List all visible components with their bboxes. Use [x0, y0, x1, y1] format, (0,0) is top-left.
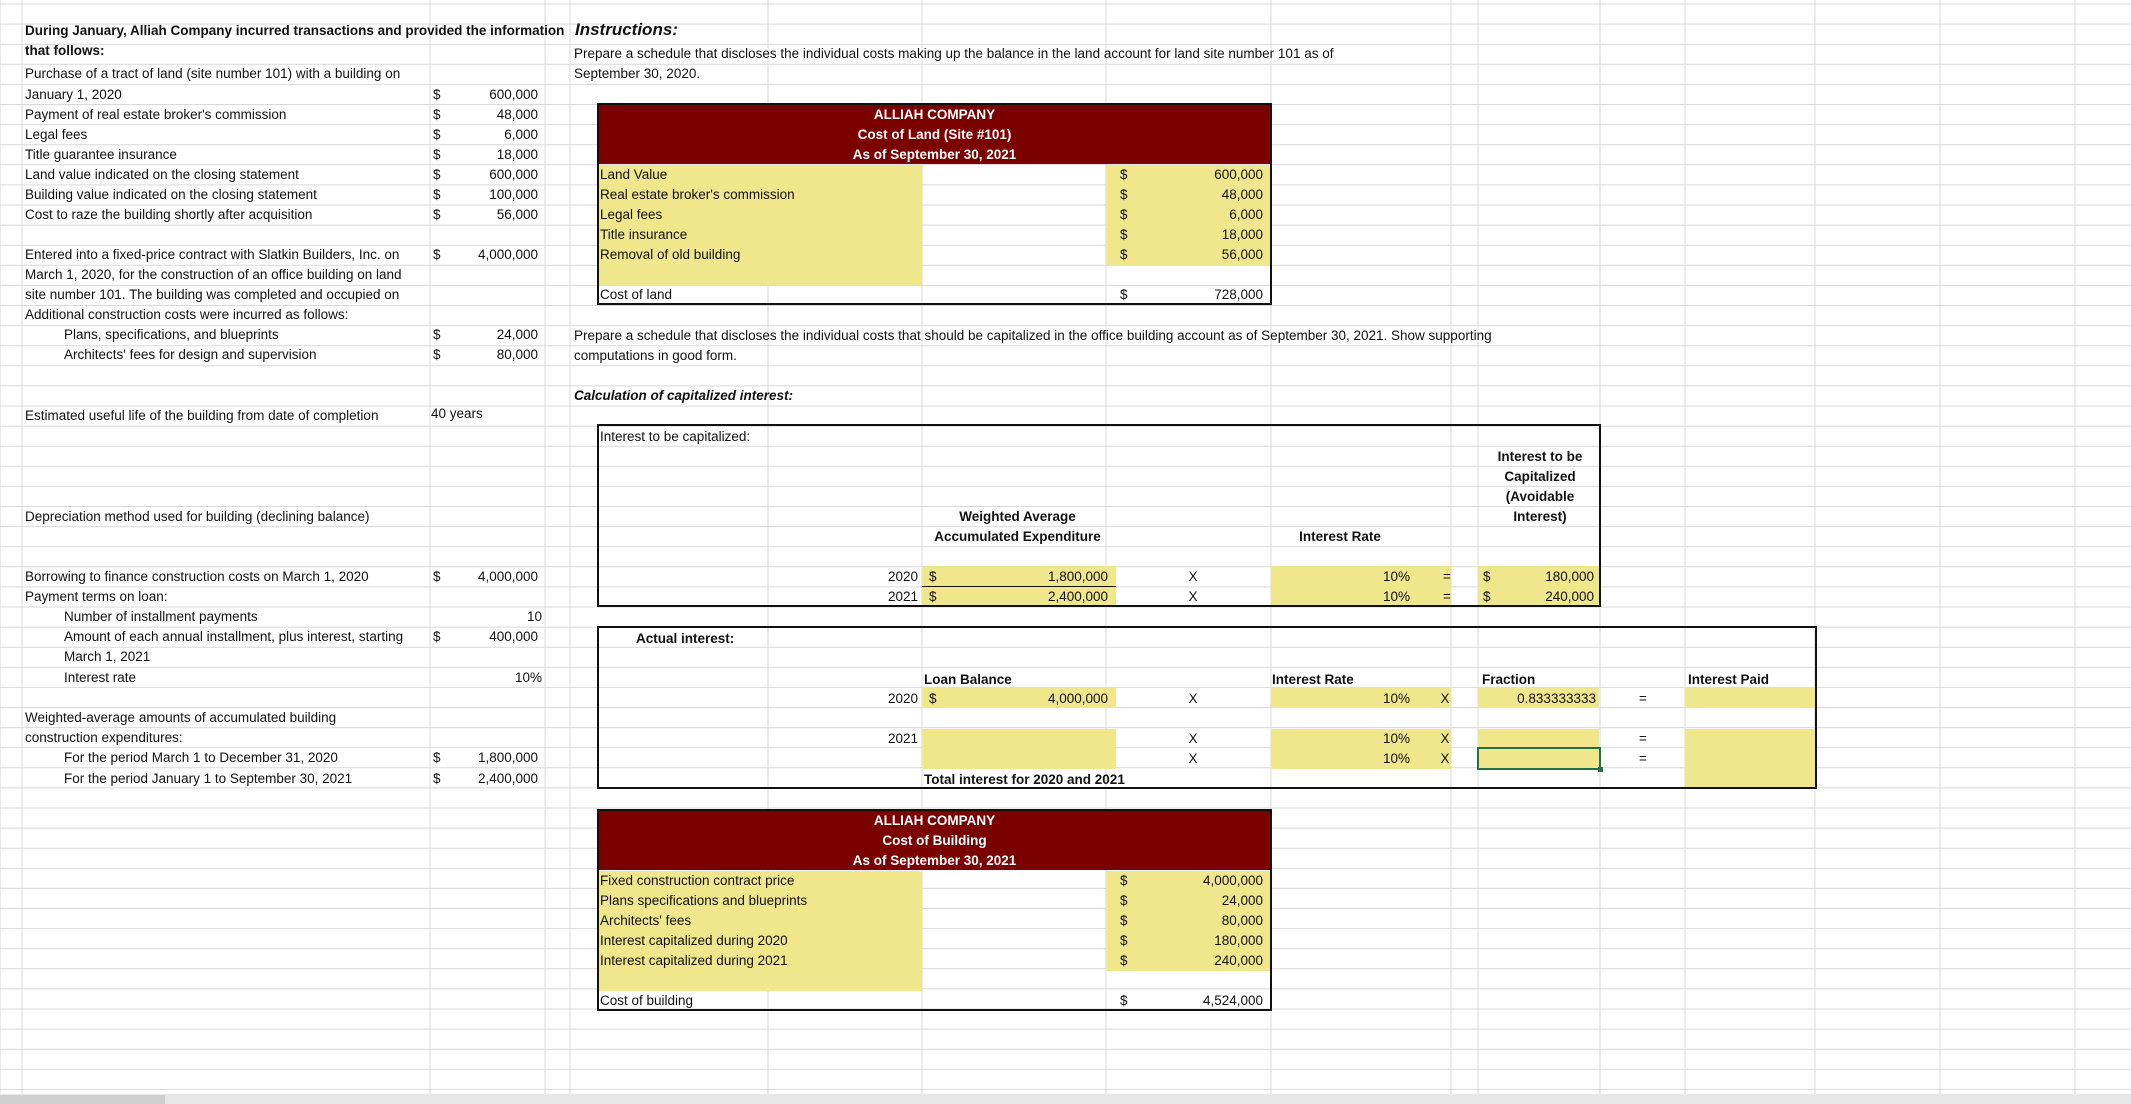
instructions-line-4: computations in good form.	[574, 348, 737, 363]
col-weighted-average: Weighted Average	[959, 509, 1076, 524]
contract-value: 4,000,000	[477, 247, 538, 262]
purchase-label-2: January 1, 2020	[25, 87, 122, 102]
sheet-tab-strip[interactable]	[0, 1095, 165, 1104]
dollar-sign: $	[433, 629, 441, 644]
cap-year: 2020	[887, 569, 918, 584]
building-row-amount[interactable]: 4,000,000	[1202, 873, 1263, 888]
building-row-amount[interactable]: 24,000	[1221, 893, 1263, 908]
actual-rate-value[interactable]: 10%	[1382, 691, 1410, 706]
amount-installment-label-2: March 1, 2021	[64, 649, 151, 664]
actual-rate-value[interactable]: 10%	[1382, 731, 1410, 746]
land-schedule-date: As of September 30, 2021	[852, 147, 1017, 162]
dollar-sign: $	[1120, 187, 1128, 202]
actual-year: 2020	[887, 691, 918, 706]
weighted-average-label-1: Weighted-average amounts of accumulated building	[25, 710, 337, 725]
title-insurance-value: 18,000	[496, 147, 538, 162]
dollar-sign: $	[1120, 873, 1128, 888]
actual-interest-label: Actual interest:	[636, 631, 735, 646]
fraction-value[interactable]: 0.833333333	[1517, 691, 1596, 706]
dollar-sign: $	[433, 771, 441, 786]
amount-installment-label-1: Amount of each annual installment, plus interest, starting	[64, 629, 404, 644]
building-row-amount[interactable]: 240,000	[1214, 953, 1263, 968]
architects-label: Architects' fees for design and supervision	[64, 347, 317, 362]
land-total-label[interactable]: Cost of land	[600, 287, 673, 302]
land-row-label[interactable]: Land Value	[600, 167, 668, 182]
dollar-sign: $	[929, 691, 937, 706]
cap-interest-label: Interest to be capitalized:	[600, 429, 751, 444]
dollar-sign: $	[433, 207, 441, 222]
period-2020-label: For the period March 1 to December 31, 2020	[64, 750, 338, 765]
calc-interest-heading: Calculation of capitalized interest:	[574, 388, 794, 403]
col-loan-balance: Loan Balance	[924, 672, 1012, 687]
intro-line-2: that follows:	[25, 43, 105, 58]
dollar-sign: $	[1120, 913, 1128, 928]
cap-rate-value[interactable]: 10%	[1382, 569, 1410, 584]
purchase-value: 600,000	[489, 87, 538, 102]
multiply-sign: X	[1188, 589, 1198, 604]
dollar-sign: $	[929, 589, 937, 604]
dollar-sign: $	[1120, 893, 1128, 908]
dollar-sign: $	[1120, 993, 1128, 1008]
building-value-label: Building value indicated on the closing statement	[25, 187, 317, 202]
cap-year: 2021	[887, 589, 918, 604]
building-total-amount[interactable]: 4,524,000	[1202, 993, 1263, 1008]
cap-wa-value[interactable]: 1,800,000	[1047, 569, 1108, 584]
legal-label: Legal fees	[25, 127, 88, 142]
broker-value: 48,000	[496, 107, 538, 122]
building-row-label[interactable]: Interest capitalized during 2021	[600, 953, 788, 968]
actual-year: 2021	[887, 731, 918, 746]
plans-value: 24,000	[496, 327, 538, 342]
col-avoidable-2: Capitalized	[1504, 469, 1576, 484]
period-2021-value: 2,400,000	[477, 771, 538, 786]
col-actual-interest-rate: Interest Rate	[1272, 672, 1354, 687]
architects-value: 80,000	[496, 347, 538, 362]
cap-wa-value[interactable]: 2,400,000	[1047, 589, 1108, 604]
dollar-sign: $	[1483, 569, 1491, 584]
building-row-amount[interactable]: 80,000	[1221, 913, 1263, 928]
building-row-label[interactable]: Architects' fees	[600, 913, 692, 928]
horizontal-scrollbar[interactable]	[0, 1094, 2131, 1104]
actual-interest-border	[597, 626, 1817, 789]
multiply-sign: X	[1440, 731, 1450, 746]
land-company-name: ALLIAH COMPANY	[873, 107, 996, 122]
actual-rate-value[interactable]: 10%	[1382, 751, 1410, 766]
building-row-label[interactable]: Fixed construction contract price	[600, 873, 795, 888]
land-row-amount[interactable]: 6,000	[1229, 207, 1263, 222]
dollar-sign: $	[433, 187, 441, 202]
interest-rate-label: Interest rate	[64, 670, 137, 685]
dollar-sign: $	[1120, 167, 1128, 182]
period-2021-label: For the period January 1 to September 30, 2021	[64, 771, 353, 786]
col-interest-paid: Interest Paid	[1688, 672, 1770, 687]
depreciation-method-label: Depreciation method used for building (declining balance)	[25, 509, 370, 524]
col-avoidable-3: (Avoidable	[1505, 489, 1575, 504]
land-value-value: 600,000	[489, 167, 538, 182]
land-row-label[interactable]: Title insurance	[600, 227, 688, 242]
building-row-amount[interactable]: 180,000	[1214, 933, 1263, 948]
col-fraction: Fraction	[1482, 672, 1536, 687]
cap-result-value[interactable]: 180,000	[1545, 569, 1594, 584]
num-installments-label: Number of installment payments	[64, 609, 258, 624]
useful-life-label: Estimated useful life of the building from date of completion	[25, 408, 379, 423]
building-total-label[interactable]: Cost of building	[600, 993, 694, 1008]
instructions-heading: Instructions:	[575, 20, 678, 39]
total-interest-label: Total interest for 2020 and 2021	[924, 772, 1125, 787]
period-2020-value: 1,800,000	[477, 750, 538, 765]
instructions-line-1: Prepare a schedule that discloses the individual costs making up the balance in the land account for land site number 101 as of	[574, 46, 1334, 61]
dollar-sign: $	[433, 147, 441, 162]
cap-interest-border	[597, 424, 1601, 607]
broker-label: Payment of real estate broker's commission	[25, 107, 287, 122]
dollar-sign: $	[1120, 933, 1128, 948]
contract-label-3: site number 101. The building was completed and occupied on	[25, 287, 400, 302]
multiply-sign: X	[1188, 731, 1198, 746]
equals-sign: =	[1639, 731, 1647, 746]
payment-terms-label: Payment terms on loan:	[25, 589, 168, 604]
dollar-sign: $	[433, 327, 441, 342]
land-row-amount[interactable]: 600,000	[1214, 167, 1263, 182]
dollar-sign: $	[433, 347, 441, 362]
col-interest-rate: Interest Rate	[1299, 529, 1381, 544]
plans-label: Plans, specifications, and blueprints	[64, 327, 279, 342]
multiply-sign: X	[1188, 569, 1198, 584]
dollar-sign: $	[433, 107, 441, 122]
contract-label-1: Entered into a fixed-price contract with Slatkin Builders, Inc. on	[25, 247, 400, 262]
col-avoidable-4: Interest)	[1513, 509, 1567, 524]
num-installments-value: 10	[526, 609, 542, 624]
land-row-amount[interactable]: 56,000	[1221, 247, 1263, 262]
dollar-sign: $	[433, 127, 441, 142]
useful-life-value: 40 years	[431, 406, 483, 421]
equals-sign: =	[1639, 691, 1647, 706]
land-row-amount[interactable]: 18,000	[1221, 227, 1263, 242]
legal-value: 6,000	[504, 127, 538, 142]
contract-label-2: March 1, 2020, for the construction of an office building on land	[25, 267, 402, 282]
multiply-sign: X	[1440, 751, 1450, 766]
land-value-label: Land value indicated on the closing statement	[25, 167, 299, 182]
land-row-label[interactable]: Legal fees	[600, 207, 663, 222]
dollar-sign: $	[1120, 287, 1128, 302]
dollar-sign: $	[433, 247, 441, 262]
loan-balance-value[interactable]: 4,000,000	[1047, 691, 1108, 706]
land-total-amount[interactable]: 728,000	[1214, 287, 1263, 302]
building-row-label[interactable]: Plans specifications and blueprints	[600, 893, 808, 908]
equals-sign: =	[1443, 569, 1451, 584]
equals-sign: =	[1639, 751, 1647, 766]
building-value-value: 100,000	[489, 187, 538, 202]
building-schedule-title: Cost of Building	[882, 833, 987, 848]
amount-installment-value: 400,000	[489, 629, 538, 644]
cap-rate-value[interactable]: 10%	[1382, 589, 1410, 604]
land-schedule-title: Cost of Land (Site #101)	[857, 127, 1012, 142]
building-company-name: ALLIAH COMPANY	[873, 813, 996, 828]
contract-label-4: Additional construction costs were incurred as follows:	[25, 307, 349, 322]
land-schedule-border	[597, 103, 1272, 305]
purchase-label-1: Purchase of a tract of land (site number 101) with a building on	[25, 66, 401, 81]
borrowing-value: 4,000,000	[477, 569, 538, 584]
building-row-label[interactable]: Interest capitalized during 2020	[600, 933, 788, 948]
building-schedule-date: As of September 30, 2021	[852, 853, 1017, 868]
raze-label: Cost to raze the building shortly after acquisition	[25, 207, 313, 222]
dollar-sign: $	[1120, 953, 1128, 968]
land-row-amount[interactable]: 48,000	[1221, 187, 1263, 202]
dollar-sign: $	[433, 167, 441, 182]
dollar-sign: $	[1120, 207, 1128, 222]
land-row-label[interactable]: Real estate broker's commission	[600, 187, 795, 202]
building-schedule-border	[597, 809, 1272, 1011]
borrowing-label: Borrowing to finance construction costs on March 1, 2020	[25, 569, 369, 584]
col-avoidable-1: Interest to be	[1497, 449, 1583, 464]
dollar-sign: $	[433, 569, 441, 584]
land-row-label[interactable]: Removal of old building	[600, 247, 741, 262]
dollar-sign: $	[1483, 589, 1491, 604]
multiply-sign: X	[1188, 691, 1198, 706]
dollar-sign: $	[929, 569, 937, 584]
instructions-line-2: September 30, 2020.	[574, 66, 701, 81]
cap-result-value[interactable]: 240,000	[1545, 589, 1594, 604]
intro-line-1: During January, Alliah Company incurred transactions and provided the information	[25, 23, 565, 38]
dollar-sign: $	[1120, 227, 1128, 242]
instructions-line-3: Prepare a schedule that discloses the individual costs that should be capitalized in the office building account as of September 30, 2021. Show supporting	[574, 328, 1492, 343]
multiply-sign: X	[1440, 691, 1450, 706]
dollar-sign: $	[1120, 247, 1128, 262]
dollar-sign: $	[433, 87, 441, 102]
equals-sign: =	[1443, 589, 1451, 604]
dollar-sign: $	[433, 750, 441, 765]
col-accumulated-expenditure: Accumulated Expenditure	[934, 529, 1101, 544]
raze-value: 56,000	[496, 207, 538, 222]
interest-rate-value: 10%	[514, 670, 542, 685]
multiply-sign: X	[1188, 751, 1198, 766]
weighted-average-label-2: construction expenditures:	[25, 730, 183, 745]
title-insurance-label: Title guarantee insurance	[25, 147, 177, 162]
